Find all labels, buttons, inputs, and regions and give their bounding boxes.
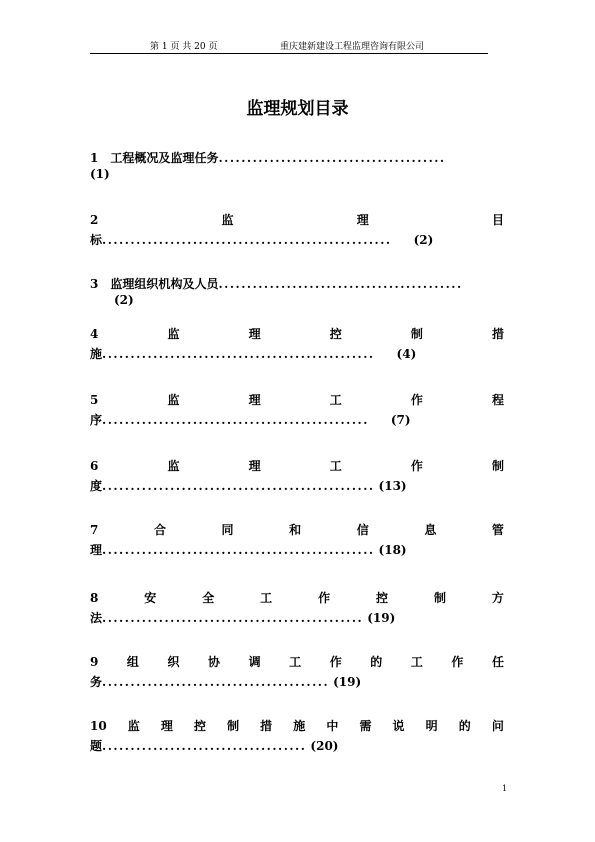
toc-line-2: [90, 542, 407, 558]
toc-title-char: 工: [289, 655, 302, 669]
toc-title-char: 理: [182, 151, 195, 165]
toc-title-char: 作: [318, 591, 331, 605]
toc-title-char: 况: [146, 151, 159, 165]
toc-line-2: [90, 232, 433, 248]
toc-line-1: [90, 522, 504, 538]
toc-line-1: [90, 392, 504, 408]
page-header: [90, 41, 488, 54]
toc-line-2: [90, 610, 395, 626]
toc-leader-dots: ................................................: [102, 543, 375, 557]
toc-title-char: 监: [167, 459, 180, 473]
toc-title-char: 人: [194, 277, 207, 291]
toc-title-char: 问: [491, 719, 504, 733]
toc-line-2: [90, 674, 361, 690]
toc-title-char: 制: [227, 719, 240, 733]
toc-title-char: 构: [170, 277, 183, 291]
toc-title-char: 监: [127, 719, 140, 733]
toc-title-char: 工: [329, 393, 342, 407]
toc-title-char: 作: [329, 655, 342, 669]
toc-title-char: 理: [122, 277, 135, 291]
toc-title-char: 制: [491, 459, 504, 473]
toc-number: 3: [90, 277, 99, 291]
toc-title-char: 信: [356, 523, 369, 537]
toc-page-ref: (1): [90, 167, 110, 181]
toc-title-char: 程: [122, 151, 135, 165]
toc-title-char: 标: [90, 233, 103, 247]
toc-number: 5: [90, 393, 99, 407]
toc-title-char: 作: [410, 459, 423, 473]
toc-title-char: 监: [167, 327, 180, 341]
toc-line-1: [90, 590, 504, 606]
toc-title-char: 理: [356, 213, 369, 227]
toc-entry[interactable]: [90, 326, 508, 366]
toc-title-char: 务: [90, 675, 103, 689]
toc-entry[interactable]: [90, 276, 508, 316]
toc-entry[interactable]: [90, 392, 508, 432]
toc-entry[interactable]: [90, 718, 508, 758]
toc-line-1: [90, 458, 504, 474]
toc-title-char: 措: [260, 719, 273, 733]
toc-leader-dots: ........................................: [218, 151, 446, 165]
toc-title-char: 措: [491, 327, 504, 341]
toc-title-char: 工: [110, 151, 123, 165]
toc-title-char: 员: [206, 277, 219, 291]
toc-number: 10: [90, 719, 107, 733]
toc-title-char: 的: [458, 719, 471, 733]
toc-title-char: 目: [491, 213, 504, 227]
toc-title-char: 制: [433, 591, 446, 605]
toc-title-char: 序: [90, 413, 103, 427]
toc-title-char: 需: [359, 719, 372, 733]
toc-entry[interactable]: [90, 654, 508, 694]
toc-page-ref: (20): [310, 739, 339, 753]
toc-line-1: [90, 212, 504, 228]
toc-title-char: 中: [326, 719, 339, 733]
toc-line-1: [90, 326, 504, 342]
toc-title-char: 安: [144, 591, 157, 605]
toc-title-char: 理: [248, 327, 261, 341]
toc-line-2: [90, 166, 110, 182]
toc-title-char: 施: [293, 719, 306, 733]
toc-line-2: [114, 292, 134, 308]
toc-leader-dots: ...............................................: [102, 413, 369, 427]
toc-title-char: 组: [126, 655, 139, 669]
toc-title-char: 理: [248, 459, 261, 473]
toc-title-char: 方: [491, 591, 504, 605]
toc-entry[interactable]: [90, 212, 508, 252]
toc-leader-dots: ........................................: [102, 675, 330, 689]
toc-line-2: [90, 412, 411, 428]
toc-number: 2: [90, 213, 99, 227]
toc-line-1: [90, 150, 446, 166]
page-title: 监理规划目录: [246, 99, 349, 119]
toc-page-ref: (2): [114, 293, 134, 307]
page-number: 1: [502, 784, 508, 793]
toc-title-char: 作: [410, 393, 423, 407]
toc-title-char: 说: [392, 719, 405, 733]
toc-entry[interactable]: [90, 150, 508, 190]
toc-title-char: 度: [90, 479, 103, 493]
toc-title-char: 协: [208, 655, 221, 669]
toc-title-char: 理: [90, 543, 103, 557]
toc-number: 4: [90, 327, 99, 341]
toc-page-ref: (18): [378, 543, 407, 557]
toc-title-char: 和: [289, 523, 302, 537]
toc-number: 1: [90, 151, 99, 165]
toc-title-char: 织: [146, 277, 159, 291]
toc-line-2: [90, 738, 338, 754]
toc-line-1: [90, 276, 463, 292]
toc-page-ref: (13): [378, 479, 407, 493]
toc-title-char: 调: [248, 655, 261, 669]
toc-title-char: 务: [206, 151, 219, 165]
toc-title-char: 及: [158, 151, 171, 165]
toc-number: 6: [90, 459, 99, 473]
toc-number: 7: [90, 523, 99, 537]
toc-title-char: 任: [194, 151, 207, 165]
toc-title-char: 法: [90, 611, 103, 625]
toc-title-char: 理: [160, 719, 173, 733]
toc-title-char: 同: [221, 523, 234, 537]
toc-title-char: 合: [153, 523, 166, 537]
page-info: 第 1 页 共 20 页: [150, 42, 218, 52]
toc-entry[interactable]: [90, 458, 508, 498]
toc-leader-dots: ................................................: [102, 479, 375, 493]
toc-title-char: 制: [410, 327, 423, 341]
toc-title-char: 监: [221, 213, 234, 227]
toc-title-char: 监: [170, 151, 183, 165]
toc-line-1: [90, 718, 504, 734]
toc-title-char: 程: [491, 393, 504, 407]
company-name: 重庆建新建设工程监理咨询有限公司: [280, 42, 425, 52]
toc-line-1: [90, 654, 504, 670]
toc-page-ref: (2): [413, 233, 434, 247]
toc-leader-dots: ...................................................: [102, 233, 392, 247]
toc-title-char: 作: [451, 655, 464, 669]
toc-number: 9: [90, 655, 99, 669]
toc-title-char: 的: [370, 655, 383, 669]
toc-page-ref: (4): [396, 347, 417, 361]
toc-title-char: 控: [376, 591, 389, 605]
toc-page-ref: (19): [333, 675, 362, 689]
toc-title-char: 全: [202, 591, 215, 605]
toc-title-char: 组: [134, 277, 147, 291]
toc-title-char: 工: [260, 591, 273, 605]
toc-title-char: 管: [491, 523, 504, 537]
toc-page-ref: (7): [390, 413, 411, 427]
toc-title-char: 题: [90, 739, 103, 753]
toc-line-2: [90, 346, 416, 362]
toc-title-char: 理: [248, 393, 261, 407]
toc-title-char: 监: [167, 393, 180, 407]
toc-title-char: 工: [410, 655, 423, 669]
toc-title-char: 任: [491, 655, 504, 669]
toc-title-char: 息: [424, 523, 437, 537]
toc-number: 8: [90, 591, 99, 605]
toc-title-char: 织: [167, 655, 180, 669]
toc-leader-dots: ....................................: [102, 739, 307, 753]
toc-title-char: 控: [329, 327, 342, 341]
toc-page-ref: (19): [367, 611, 396, 625]
toc-entry[interactable]: [90, 522, 508, 562]
toc-title-char: 控: [193, 719, 206, 733]
toc-title-char: 工: [329, 459, 342, 473]
toc-title-char: 监: [110, 277, 123, 291]
toc-title-char: 及: [182, 277, 195, 291]
toc-leader-dots: ................................................: [102, 347, 375, 361]
toc-leader-dots: ...........................................: [218, 277, 463, 291]
toc-line-2: [90, 478, 407, 494]
toc-leader-dots: ..............................................: [102, 611, 364, 625]
toc-title-char: 概: [134, 151, 147, 165]
toc-title-char: 明: [425, 719, 438, 733]
toc-title-char: 施: [90, 347, 103, 361]
toc-entry[interactable]: [90, 590, 508, 630]
toc-title-char: 机: [158, 277, 171, 291]
